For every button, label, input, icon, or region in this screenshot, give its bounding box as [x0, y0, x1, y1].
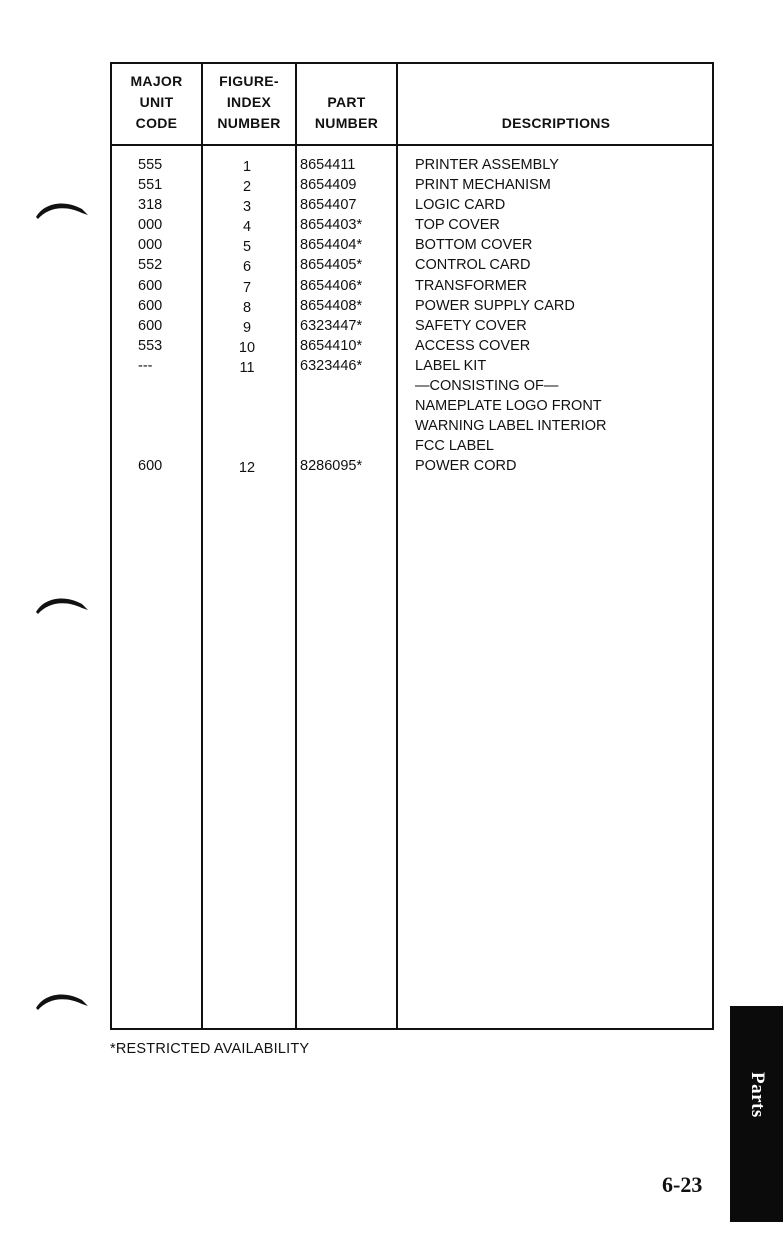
part-number-cell: 8654411 — [300, 157, 356, 173]
figure-index-cell: 5 — [242, 239, 252, 256]
description-cell: CONTROL CARD — [415, 257, 531, 274]
table-row — [112, 416, 712, 436]
major-unit-code-cell: 600 — [138, 317, 163, 334]
table-row — [112, 215, 712, 235]
header-part-number: PART NUMBER — [314, 94, 379, 131]
header-major-unit-code: MAJOR UNIT CODE — [130, 73, 183, 131]
header-descriptions: DESCRIPTIONS — [501, 115, 611, 131]
description-cell: WARNING LABEL INTERIOR — [415, 418, 607, 435]
table-row — [112, 436, 712, 456]
part-number-cell: 8654403* — [300, 217, 363, 234]
description-cell: PRINT MECHANISM — [415, 177, 551, 194]
figure-index-cell: 6 — [242, 259, 252, 276]
part-number-cell: 8654407 — [300, 197, 357, 214]
binder-hole-mark — [30, 592, 90, 614]
figure-index-cell: 10 — [238, 339, 256, 356]
table-row — [112, 255, 712, 275]
figure-index-cell: 3 — [242, 199, 252, 216]
table-body — [112, 155, 712, 477]
description-cell: POWER SUPPLY CARD — [415, 297, 575, 314]
parts-table — [110, 62, 714, 1030]
major-unit-code-cell: 318 — [138, 197, 163, 214]
description-cell: —CONSISTING OF— — [415, 378, 559, 395]
major-unit-code-cell: 600 — [138, 297, 163, 314]
major-unit-code-cell: 555 — [138, 157, 163, 173]
major-unit-code-cell: 600 — [138, 458, 163, 475]
figure-index-cell: 12 — [238, 460, 256, 477]
table-row — [112, 235, 712, 255]
major-unit-code-cell: 551 — [138, 177, 163, 194]
major-unit-code-cell: 000 — [138, 217, 163, 234]
description-cell: ACCESS COVER — [415, 337, 531, 354]
figure-index-cell: 9 — [242, 319, 252, 336]
part-number-cell: 8654404* — [300, 237, 363, 254]
page-number: 6-23 — [662, 1172, 703, 1197]
part-number-cell: 6323447* — [300, 317, 363, 334]
table-row — [112, 195, 712, 215]
table-row — [112, 456, 712, 476]
part-number-cell: 8286095* — [300, 458, 363, 475]
description-cell: TRANSFORMER — [415, 277, 527, 294]
description-cell: BOTTOM COVER — [415, 237, 533, 254]
part-number-cell: 8654405* — [300, 257, 363, 274]
major-unit-code-cell: 552 — [138, 257, 163, 274]
figure-index-cell: 8 — [242, 299, 252, 316]
figure-index-cell: 7 — [242, 279, 252, 296]
header-figure-index-number: FIGURE- INDEX NUMBER — [217, 73, 281, 131]
table-row — [112, 336, 712, 356]
binder-hole-mark — [30, 197, 90, 219]
figure-index-cell: 2 — [242, 179, 252, 196]
part-number-cell: 8654410* — [300, 337, 363, 354]
description-cell: FCC LABEL — [415, 438, 494, 455]
table-row — [112, 155, 712, 175]
table-row — [112, 396, 712, 416]
section-tab-label: Parts — [747, 1072, 768, 1118]
header-divider — [112, 144, 712, 146]
part-number-cell: 8654406* — [300, 277, 363, 294]
table-row — [112, 296, 712, 316]
part-number-cell: 8654408* — [300, 297, 363, 314]
table-row — [112, 376, 712, 396]
description-cell: POWER CORD — [415, 458, 517, 475]
major-unit-code-cell: 000 — [138, 237, 163, 254]
binder-hole-mark — [30, 988, 90, 1010]
figure-index-cell: 1 — [242, 159, 252, 175]
part-number-cell: 6323446* — [300, 357, 363, 374]
description-cell: LOGIC CARD — [415, 197, 506, 214]
part-number-cell: 8654409 — [300, 177, 357, 194]
description-cell: NAMEPLATE LOGO FRONT — [415, 398, 602, 415]
major-unit-code-cell: --- — [138, 357, 153, 374]
footnote: *RESTRICTED AVAILABILITY — [110, 1041, 310, 1057]
description-cell: TOP COVER — [415, 217, 500, 234]
major-unit-code-cell: 553 — [138, 337, 163, 354]
table-row — [112, 276, 712, 296]
description-cell: LABEL KIT — [415, 357, 487, 374]
table-row — [112, 175, 712, 195]
figure-index-cell: 4 — [242, 219, 252, 236]
description-cell: SAFETY COVER — [415, 317, 527, 334]
major-unit-code-cell: 600 — [138, 277, 163, 294]
description-cell: PRINTER ASSEMBLY — [415, 157, 559, 173]
table-row — [112, 356, 712, 376]
figure-index-cell: 11 — [239, 359, 255, 376]
table-row — [112, 316, 712, 336]
